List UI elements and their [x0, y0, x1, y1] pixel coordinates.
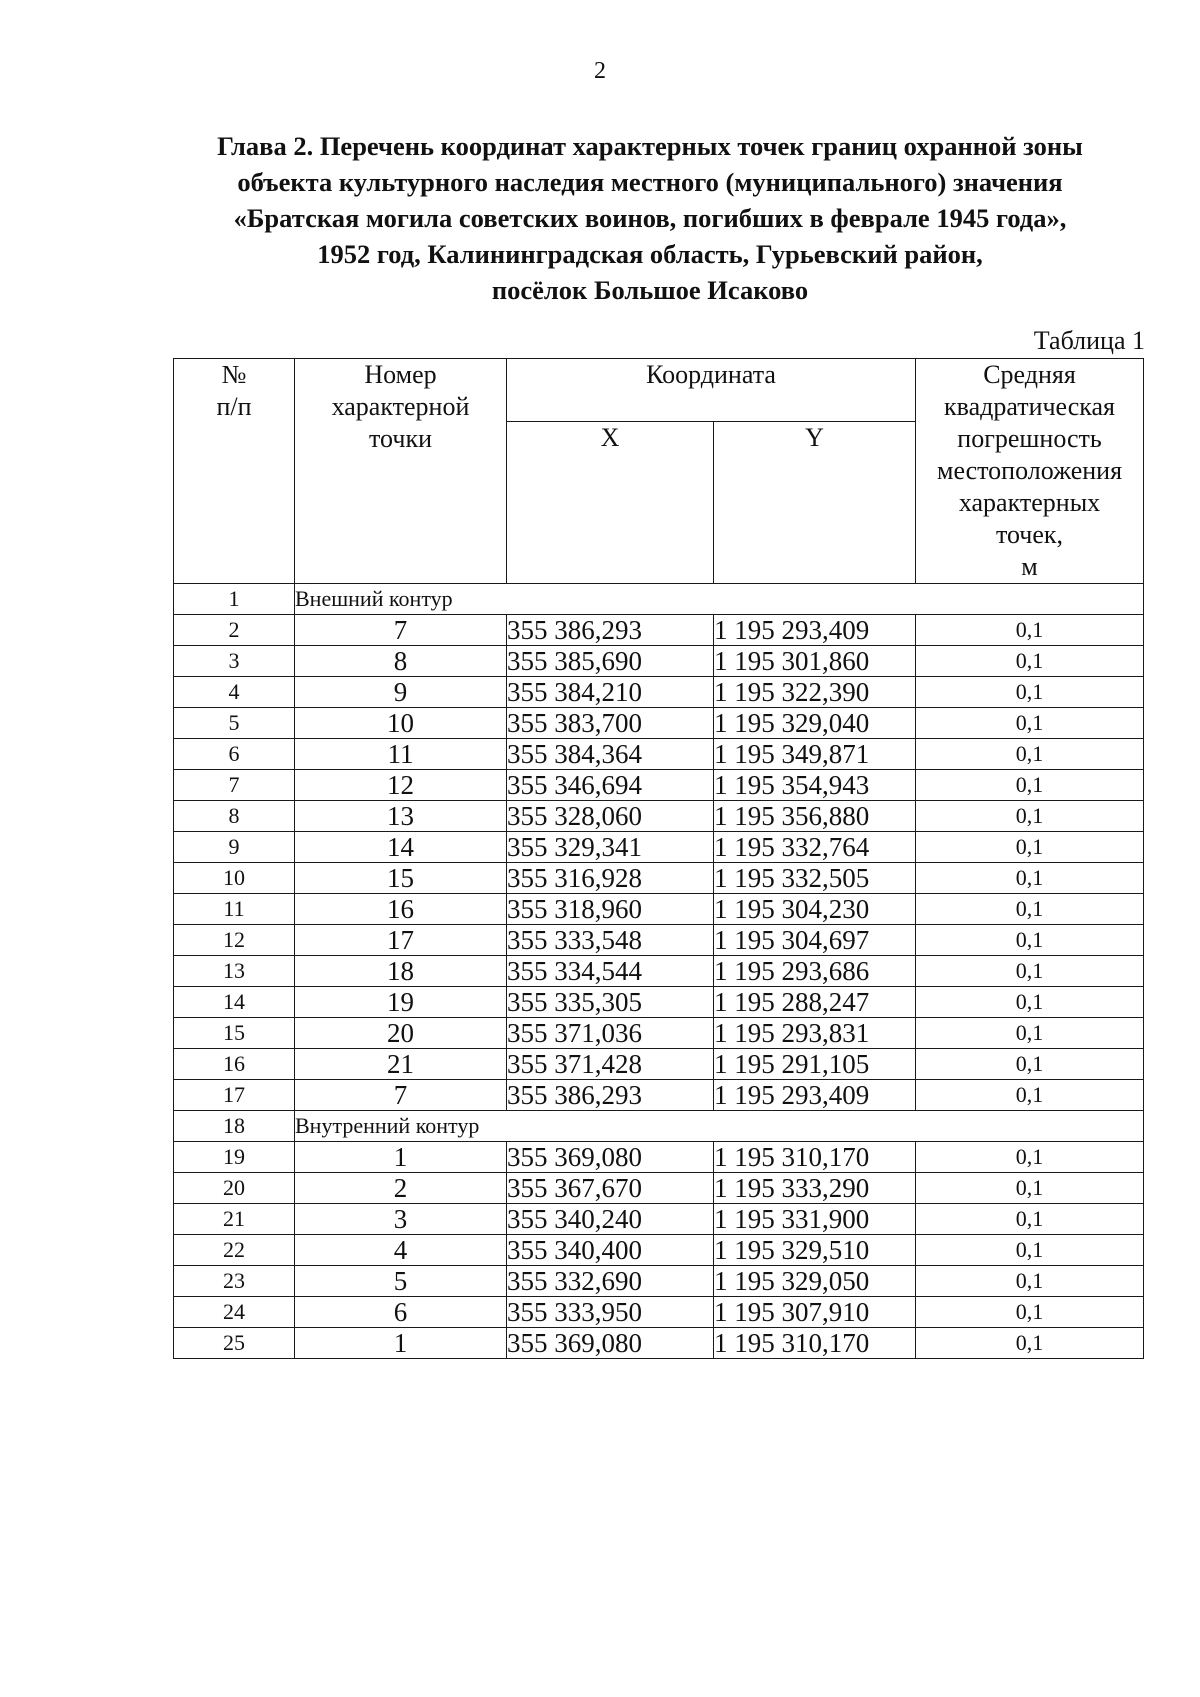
y-coordinate-cell: 1 195 349,871	[714, 739, 916, 770]
x-coordinate-cell: 355 369,080	[507, 1142, 714, 1173]
error-cell: 0,1	[916, 925, 1144, 956]
row-number-cell: 11	[174, 894, 295, 925]
table-row	[174, 1080, 1144, 1111]
point-number-cell: 9	[295, 677, 507, 708]
title-line: объекта культурного наследия местного (муниципального) значения	[237, 167, 1063, 197]
x-coordinate-cell: 355 371,036	[507, 1018, 714, 1049]
point-number-cell: 4	[295, 1235, 507, 1266]
error-cell: 0,1	[916, 1235, 1144, 1266]
header-num	[174, 359, 295, 584]
x-coordinate-cell: 355 335,305	[507, 987, 714, 1018]
row-number-cell: 19	[174, 1142, 295, 1173]
x-coordinate-cell: 355 333,950	[507, 1297, 714, 1328]
x-coordinate-cell: 355 340,400	[507, 1235, 714, 1266]
y-coordinate-cell: 1 195 332,505	[714, 863, 916, 894]
point-number-cell: 13	[295, 801, 507, 832]
row-number-cell: 18	[174, 1111, 295, 1142]
row-number-cell: 7	[174, 770, 295, 801]
row-number-cell: 17	[174, 1080, 295, 1111]
error-cell: 0,1	[916, 1080, 1144, 1111]
x-coordinate-cell: 355 318,960	[507, 894, 714, 925]
point-number-cell: 10	[295, 708, 507, 739]
point-number-cell: 1	[295, 1328, 507, 1359]
point-number-cell: 17	[295, 925, 507, 956]
table-row	[174, 801, 1144, 832]
x-coordinate-cell: 355 384,364	[507, 739, 714, 770]
error-cell: 0,1	[916, 677, 1144, 708]
row-number-cell: 14	[174, 987, 295, 1018]
header-y: Y	[714, 422, 916, 584]
header-point-line: Номер	[364, 360, 437, 389]
table-row	[174, 1328, 1144, 1359]
row-number-cell: 21	[174, 1204, 295, 1235]
table-row	[174, 925, 1144, 956]
point-number-cell: 1	[295, 1142, 507, 1173]
table-row	[174, 770, 1144, 801]
header-error	[916, 359, 1144, 584]
row-number-cell: 8	[174, 801, 295, 832]
error-cell: 0,1	[916, 1018, 1144, 1049]
error-cell: 0,1	[916, 956, 1144, 987]
y-coordinate-cell: 1 195 332,764	[714, 832, 916, 863]
table-row	[174, 739, 1144, 770]
point-number-cell: 12	[295, 770, 507, 801]
error-cell: 0,1	[916, 615, 1144, 646]
row-number-cell: 3	[174, 646, 295, 677]
x-coordinate-cell: 355 371,428	[507, 1049, 714, 1080]
point-number-cell: 20	[295, 1018, 507, 1049]
y-coordinate-cell: 1 195 304,697	[714, 925, 916, 956]
table-row	[174, 1018, 1144, 1049]
x-coordinate-cell: 355 316,928	[507, 863, 714, 894]
row-number-cell: 22	[174, 1235, 295, 1266]
table-caption: Таблица 1	[1033, 326, 1145, 355]
point-number-cell: 8	[295, 646, 507, 677]
y-coordinate-cell: 1 195 331,900	[714, 1204, 916, 1235]
x-coordinate-cell: 355 369,080	[507, 1328, 714, 1359]
error-cell: 0,1	[916, 646, 1144, 677]
header-error-line: м	[1021, 552, 1038, 581]
table-row	[174, 956, 1144, 987]
row-number-cell: 12	[174, 925, 295, 956]
error-cell: 0,1	[916, 708, 1144, 739]
error-cell: 0,1	[916, 1049, 1144, 1080]
table-body	[174, 584, 1144, 1359]
x-coordinate-cell: 355 334,544	[507, 956, 714, 987]
section-row	[174, 584, 1144, 615]
header-num-line: №	[221, 360, 247, 389]
y-coordinate-cell: 1 195 288,247	[714, 987, 916, 1018]
x-coordinate-cell: 355 333,548	[507, 925, 714, 956]
y-coordinate-cell: 1 195 322,390	[714, 677, 916, 708]
x-coordinate-cell: 355 386,293	[507, 1080, 714, 1111]
x-coordinate-cell: 355 329,341	[507, 832, 714, 863]
row-number-cell: 16	[174, 1049, 295, 1080]
header-error-line: характерных	[958, 488, 1101, 517]
x-coordinate-cell: 355 383,700	[507, 708, 714, 739]
table-row	[174, 708, 1144, 739]
table-row	[174, 615, 1144, 646]
table-row	[174, 1173, 1144, 1204]
row-number-cell: 10	[174, 863, 295, 894]
y-coordinate-cell: 1 195 329,050	[714, 1266, 916, 1297]
y-coordinate-cell: 1 195 304,230	[714, 894, 916, 925]
point-number-cell: 7	[295, 1080, 507, 1111]
header-point-line: характерной	[331, 392, 470, 421]
header-error-line: погрешность	[957, 424, 1102, 453]
header-num-line: п/п	[216, 392, 252, 421]
section-label-cell: Внутренний контур	[295, 1111, 1144, 1142]
y-coordinate-cell: 1 195 333,290	[714, 1173, 916, 1204]
point-number-cell: 16	[295, 894, 507, 925]
table-row	[174, 1142, 1144, 1173]
header-error-line: местоположения	[936, 456, 1123, 485]
y-coordinate-cell: 1 195 354,943	[714, 770, 916, 801]
error-cell: 0,1	[916, 987, 1144, 1018]
error-cell: 0,1	[916, 1142, 1144, 1173]
header-point-number	[295, 359, 507, 584]
x-coordinate-cell: 355 386,293	[507, 615, 714, 646]
x-coordinate-cell: 355 367,670	[507, 1173, 714, 1204]
chapter-title	[160, 128, 1140, 308]
row-number-cell: 25	[174, 1328, 295, 1359]
row-number-cell: 15	[174, 1018, 295, 1049]
error-cell: 0,1	[916, 770, 1144, 801]
row-number-cell: 6	[174, 739, 295, 770]
y-coordinate-cell: 1 195 293,831	[714, 1018, 916, 1049]
row-number-cell: 23	[174, 1266, 295, 1297]
error-cell: 0,1	[916, 894, 1144, 925]
point-number-cell: 11	[295, 739, 507, 770]
point-number-cell: 15	[295, 863, 507, 894]
header-coordinate: Координата	[507, 359, 916, 422]
table-row	[174, 863, 1144, 894]
x-coordinate-cell: 355 340,240	[507, 1204, 714, 1235]
error-cell: 0,1	[916, 739, 1144, 770]
y-coordinate-cell: 1 195 293,409	[714, 615, 916, 646]
error-cell: 0,1	[916, 832, 1144, 863]
table-row	[174, 1204, 1144, 1235]
point-number-cell: 5	[295, 1266, 507, 1297]
table-row	[174, 646, 1144, 677]
error-cell: 0,1	[916, 1173, 1144, 1204]
error-cell: 0,1	[916, 801, 1144, 832]
y-coordinate-cell: 1 195 356,880	[714, 801, 916, 832]
y-coordinate-cell: 1 195 329,040	[714, 708, 916, 739]
x-coordinate-cell: 355 384,210	[507, 677, 714, 708]
table-row	[174, 832, 1144, 863]
point-number-cell: 6	[295, 1297, 507, 1328]
row-number-cell: 4	[174, 677, 295, 708]
page-number: 2	[594, 58, 606, 84]
y-coordinate-cell: 1 195 301,860	[714, 646, 916, 677]
point-number-cell: 21	[295, 1049, 507, 1080]
error-cell: 0,1	[916, 1297, 1144, 1328]
x-coordinate-cell: 355 346,694	[507, 770, 714, 801]
point-number-cell: 3	[295, 1204, 507, 1235]
y-coordinate-cell: 1 195 291,105	[714, 1049, 916, 1080]
row-number-cell: 24	[174, 1297, 295, 1328]
table-row	[174, 1235, 1144, 1266]
table-row	[174, 987, 1144, 1018]
error-cell: 0,1	[916, 1204, 1144, 1235]
header-point-line: точки	[369, 424, 432, 453]
error-cell: 0,1	[916, 863, 1144, 894]
row-number-cell: 20	[174, 1173, 295, 1204]
title-line: 1952 год, Калининградская область, Гурьевский район,	[317, 239, 983, 269]
point-number-cell: 7	[295, 615, 507, 646]
header-error-line: точек,	[995, 520, 1064, 549]
title-line: «Братская могила советских воинов, погибших в феврале 1945 года»,	[233, 203, 1067, 233]
y-coordinate-cell: 1 195 293,409	[714, 1080, 916, 1111]
row-number-cell: 13	[174, 956, 295, 987]
table-row	[174, 1266, 1144, 1297]
error-cell: 0,1	[916, 1266, 1144, 1297]
title-line: Глава 2. Перечень координат характерных точек границ охранной зоны	[217, 131, 1083, 161]
title-line: посёлок Большое Исаково	[491, 275, 809, 305]
table-row	[174, 1297, 1144, 1328]
error-cell: 0,1	[916, 1328, 1144, 1359]
y-coordinate-cell: 1 195 307,910	[714, 1297, 916, 1328]
table-row	[174, 894, 1144, 925]
y-coordinate-cell: 1 195 293,686	[714, 956, 916, 987]
section-row	[174, 1111, 1144, 1142]
y-coordinate-cell: 1 195 329,510	[714, 1235, 916, 1266]
x-coordinate-cell: 355 328,060	[507, 801, 714, 832]
table-row	[174, 677, 1144, 708]
point-number-cell: 2	[295, 1173, 507, 1204]
row-number-cell: 1	[174, 584, 295, 615]
x-coordinate-cell: 355 385,690	[507, 646, 714, 677]
point-number-cell: 19	[295, 987, 507, 1018]
row-number-cell: 9	[174, 832, 295, 863]
coordinates-table	[173, 358, 1144, 1359]
section-label-cell: Внешний контур	[295, 584, 1144, 615]
point-number-cell: 18	[295, 956, 507, 987]
y-coordinate-cell: 1 195 310,170	[714, 1142, 916, 1173]
header-x: X	[507, 422, 714, 584]
y-coordinate-cell: 1 195 310,170	[714, 1328, 916, 1359]
point-number-cell: 14	[295, 832, 507, 863]
header-error-line: квадратическая	[944, 392, 1116, 421]
row-number-cell: 5	[174, 708, 295, 739]
table-row	[174, 1049, 1144, 1080]
header-error-line: Средняя	[983, 360, 1076, 389]
x-coordinate-cell: 355 332,690	[507, 1266, 714, 1297]
row-number-cell: 2	[174, 615, 295, 646]
